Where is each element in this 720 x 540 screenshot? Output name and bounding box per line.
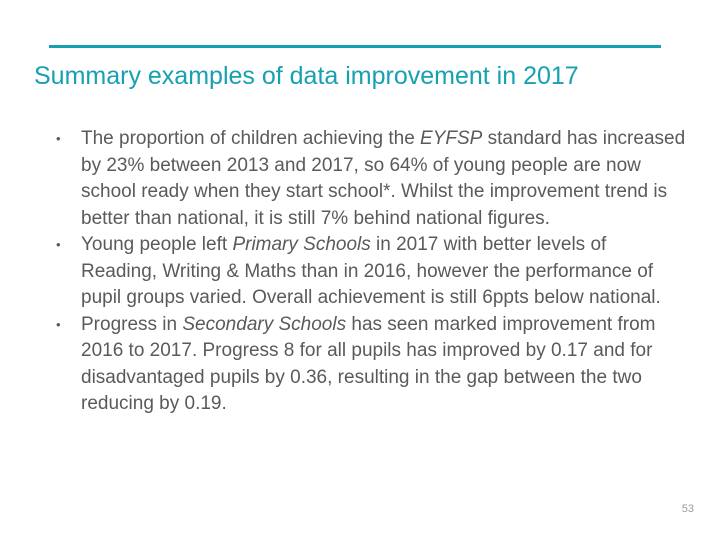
bullet-dot-icon: • bbox=[56, 316, 61, 332]
bullet-dot-icon: • bbox=[56, 131, 61, 146]
bullet-text-emphasis: EYFSP bbox=[420, 128, 483, 149]
bullet-text-emphasis: Secondary Schools bbox=[182, 313, 347, 335]
bullet-text-before: The proportion of children achieving the bbox=[81, 128, 421, 149]
slide-title: Summary examples of data improvement in 2017 bbox=[34, 62, 579, 90]
bullet-list bbox=[56, 126, 686, 418]
bullet-item-secondary-schools bbox=[56, 312, 686, 418]
bullet-text-after: standard has increased by 23% between 2013 and 2017, so 64% of young people are now school ready when they start school*. Whilst the improvement trend is better than national, it is still 7% behind national figures. bbox=[81, 128, 686, 229]
bullet-text-emphasis: Primary Schools bbox=[232, 234, 371, 255]
bullet-text-before: Progress in bbox=[81, 313, 183, 335]
bullet-text-after: has seen marked improvement from 2016 to 2017. Progress 8 for all pupils has improved by 0.17 and for disadvantaged pupils by 0.36, resulting in the gap between the two reducing by 0.19. bbox=[81, 313, 656, 414]
bullet-text-before: Young people left bbox=[81, 234, 233, 255]
bullet-item-primary-schools bbox=[56, 232, 686, 312]
bullet-item-eyfsp bbox=[56, 126, 686, 232]
title-divider-line bbox=[49, 45, 661, 48]
bullet-dot-icon: • bbox=[56, 237, 61, 252]
page-number: 53 bbox=[681, 503, 694, 515]
bullet-text-after: in 2017 with better levels of Reading, Writing & Maths than in 2016, however the performance of pupil groups varied. Overall achievement is still 6ppts below national. bbox=[81, 234, 661, 308]
